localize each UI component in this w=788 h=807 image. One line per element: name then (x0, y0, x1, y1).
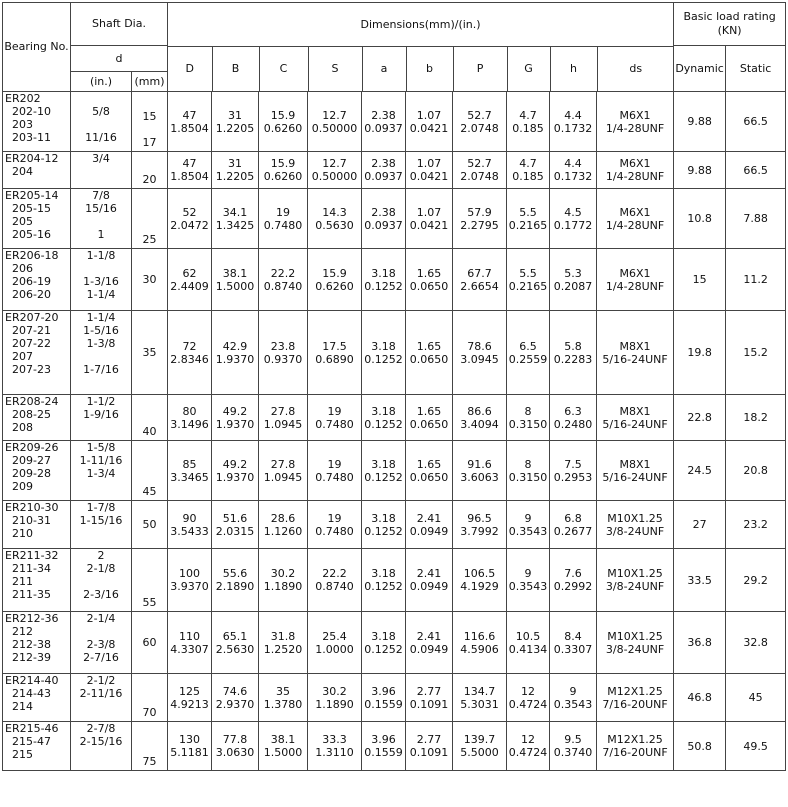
dim-s-cell: 19 0.7480 (308, 441, 362, 501)
dim-h-cell: 9 0.3543 (550, 674, 597, 722)
col-header-g: G (507, 47, 550, 91)
dim-b-cell: 38.1 1.5000 (212, 249, 259, 311)
dim-ds-cell: M6X1 1/4-28UNF (597, 249, 674, 311)
dim-s-cell: 12.7 0.50000 (308, 152, 362, 189)
dim-d-cell: 52 2.0472 (168, 189, 212, 249)
dim-a-cell: 3.96 0.1559 (362, 722, 406, 771)
dim-b-cell: 31 1.2205 (212, 152, 259, 189)
dim-b-cell: 31 1.2205 (212, 92, 259, 152)
dim-g-cell: 10.5 0.4134 (507, 612, 550, 674)
dim-ds-cell: M12X1.25 7/16-20UNF (597, 674, 674, 722)
dynamic-load-cell: 10.8 (674, 189, 726, 249)
dim-h-cell: 6.3 0.2480 (550, 395, 597, 441)
dim-a-cell: 3.96 0.1559 (362, 674, 406, 722)
bearing-number-cell: ER206-18 206 206-19 206-20 (3, 249, 71, 311)
shaft-dia-header: Shaft Dia. (71, 3, 168, 46)
shaft-inch-cell: 1-1/4 1-5/16 1-3/8 1-7/16 (71, 311, 132, 395)
dim-p-cell: 67.7 2.6654 (453, 249, 507, 311)
dynamic-load-cell: 9.88 (674, 92, 726, 152)
static-load-cell: 11.2 (726, 249, 786, 311)
dim-ds-cell: M12X1.25 7/16-20UNF (597, 722, 674, 771)
dim-d-cell: 130 5.1181 (168, 722, 212, 771)
table-row (3, 501, 786, 549)
dim-ds-cell: M6X1 1/4-28UNF (597, 189, 674, 249)
dim-g-cell: 5.5 0.2165 (507, 249, 550, 311)
table-row (3, 674, 786, 722)
dim-h-cell: 6.8 0.2677 (550, 501, 597, 549)
dim-b-cell: 2.41 0.0949 (406, 549, 453, 612)
dim-b-cell: 55.6 2.1890 (212, 549, 259, 612)
static-load-cell: 32.8 (726, 612, 786, 674)
dim-a-cell: 3.18 0.1252 (362, 612, 406, 674)
d-header: d (71, 46, 168, 72)
dim-b-cell: 77.8 3.0630 (212, 722, 259, 771)
bearing-spec-table (2, 2, 786, 771)
dim-s-cell: 17.5 0.6890 (308, 311, 362, 395)
dim-h-cell: 9.5 0.3740 (550, 722, 597, 771)
dim-b-cell: 1.65 0.0650 (406, 249, 453, 311)
dim-h-cell: 5.8 0.2283 (550, 311, 597, 395)
bearing-number-cell: ER210-30 210-31 210 (3, 501, 71, 549)
inch-header: (in.) (71, 72, 132, 92)
dim-h-cell: 4.4 0.1732 (550, 152, 597, 189)
dim-b-cell: 49.2 1.9370 (212, 395, 259, 441)
shaft-inch-cell: 1-5/8 1-11/16 1-3/4 (71, 441, 132, 501)
dim-h-cell: 4.4 0.1732 (550, 92, 597, 152)
dim-a-cell: 2.38 0.0937 (362, 189, 406, 249)
dim-d-cell: 90 3.5433 (168, 501, 212, 549)
dim-p-cell: 52.7 2.0748 (453, 92, 507, 152)
dim-b-cell: 2.77 0.1091 (406, 722, 453, 771)
static-load-cell: 66.5 (726, 152, 786, 189)
dim-c-cell: 15.9 0.6260 (259, 152, 308, 189)
shaft-mm-cell: 75 (132, 722, 168, 771)
dim-s-cell: 12.7 0.50000 (308, 92, 362, 152)
shaft-mm-cell: 20 (132, 152, 168, 189)
dynamic-load-cell: 9.88 (674, 152, 726, 189)
shaft-inch-cell: 2 2-1/8 2-3/16 (71, 549, 132, 612)
dim-g-cell: 6.5 0.2559 (507, 311, 550, 395)
dim-s-cell: 30.2 1.1890 (308, 674, 362, 722)
dim-b-cell: 1.07 0.0421 (406, 92, 453, 152)
dynamic-header: Dynamic (674, 46, 726, 92)
bearing-number-cell: ER211-32 211-34 211 211-35 (3, 549, 71, 612)
dim-c-cell: 23.8 0.9370 (259, 311, 308, 395)
dim-ds-cell: M6X1 1/4-28UNF (597, 92, 674, 152)
shaft-inch-cell: 1-7/8 1-15/16 (71, 501, 132, 549)
dim-c-cell: 30.2 1.1890 (259, 549, 308, 612)
dim-g-cell: 8 0.3150 (507, 441, 550, 501)
dim-s-cell: 19 0.7480 (308, 501, 362, 549)
table-row (3, 722, 786, 771)
shaft-mm-cell: 40 (132, 395, 168, 441)
dynamic-load-cell: 33.5 (674, 549, 726, 612)
table-row (3, 189, 786, 249)
dim-c-cell: 31.8 1.2520 (259, 612, 308, 674)
static-load-cell: 45 (726, 674, 786, 722)
dim-ds-cell: M10X1.25 3/8-24UNF (597, 612, 674, 674)
dim-h-cell: 7.5 0.2953 (550, 441, 597, 501)
dim-b-cell: 51.6 2.0315 (212, 501, 259, 549)
dim-a-cell: 3.18 0.1252 (362, 549, 406, 612)
col-header-ds: ds (597, 47, 674, 91)
static-load-cell: 23.2 (726, 501, 786, 549)
shaft-inch-cell: 3/4 (71, 152, 132, 189)
shaft-mm-cell: 50 (132, 501, 168, 549)
dim-c-cell: 35 1.3780 (259, 674, 308, 722)
static-load-cell: 49.5 (726, 722, 786, 771)
dim-c-cell: 15.9 0.6260 (259, 92, 308, 152)
shaft-mm-cell: 15 17 (132, 92, 168, 152)
dim-b-cell: 2.41 0.0949 (406, 612, 453, 674)
shaft-mm-cell: 55 (132, 549, 168, 612)
col-header-d: D (185, 62, 194, 75)
static-load-cell: 18.2 (726, 395, 786, 441)
dynamic-load-cell: 27 (674, 501, 726, 549)
shaft-mm-cell: 25 (132, 189, 168, 249)
dim-p-cell: 106.5 4.1929 (453, 549, 507, 612)
table-row (3, 249, 786, 311)
bearing-number-cell: ER212-36 212 212-38 212-39 (3, 612, 71, 674)
dim-d-cell: 62 2.4409 (168, 249, 212, 311)
dim-c-cell: 19 0.7480 (259, 189, 308, 249)
dimensions-header (168, 3, 674, 92)
col-header-p: P (453, 47, 507, 91)
dim-ds-cell: M10X1.25 3/8-24UNF (597, 501, 674, 549)
static-load-cell: 66.5 (726, 92, 786, 152)
dim-d-cell: 47 1.8504 (168, 92, 212, 152)
dim-c-cell: 27.8 1.0945 (259, 441, 308, 501)
dynamic-load-cell: 36.8 (674, 612, 726, 674)
dim-d-cell: 125 4.9213 (168, 674, 212, 722)
col-header-c: C (259, 47, 308, 91)
mm-header: (mm) (132, 72, 168, 92)
dynamic-load-cell: 19.8 (674, 311, 726, 395)
static-header: Static (726, 46, 786, 92)
table-row (3, 311, 786, 395)
col-header-h: h (550, 47, 597, 91)
basic-load-header: Basic load rating (KN) (674, 3, 786, 46)
dim-c-cell: 27.8 1.0945 (259, 395, 308, 441)
bearing-number-cell: ER214-40 214-43 214 (3, 674, 71, 722)
dim-ds-cell: M6X1 1/4-28UNF (597, 152, 674, 189)
table-row (3, 612, 786, 674)
bearing-number-cell: ER207-20 207-21 207-22 207 207-23 (3, 311, 71, 395)
dim-d-cell: 80 3.1496 (168, 395, 212, 441)
dim-h-cell: 4.5 0.1772 (550, 189, 597, 249)
dim-ds-cell: M8X1 5/16-24UNF (597, 311, 674, 395)
dim-g-cell: 8 0.3150 (507, 395, 550, 441)
dim-b-cell: 34.1 1.3425 (212, 189, 259, 249)
dim-c-cell: 38.1 1.5000 (259, 722, 308, 771)
bearing-number-cell: ER208-24 208-25 208 (3, 395, 71, 441)
table-row (3, 549, 786, 612)
dynamic-load-cell: 46.8 (674, 674, 726, 722)
bearing-number-cell: ER205-14 205-15 205 205-16 (3, 189, 71, 249)
dim-b-cell: 1.65 0.0650 (406, 395, 453, 441)
dim-p-cell: 52.7 2.0748 (453, 152, 507, 189)
shaft-mm-cell: 45 (132, 441, 168, 501)
dim-h-cell: 7.6 0.2992 (550, 549, 597, 612)
dim-p-cell: 78.6 3.0945 (453, 311, 507, 395)
dim-b-cell: 49.2 1.9370 (212, 441, 259, 501)
shaft-inch-cell: 2-7/8 2-15/16 (71, 722, 132, 771)
dim-d-cell: 110 4.3307 (168, 612, 212, 674)
dim-g-cell: 12 0.4724 (507, 674, 550, 722)
dim-b-cell: 74.6 2.9370 (212, 674, 259, 722)
bearing-number-cell: ER202 202-10 203 203-11 (3, 92, 71, 152)
dim-p-cell: 96.5 3.7992 (453, 501, 507, 549)
dim-c-cell: 28.6 1.1260 (259, 501, 308, 549)
shaft-inch-cell: 2-1/2 2-11/16 (71, 674, 132, 722)
dim-b-cell: 1.07 0.0421 (406, 152, 453, 189)
dim-b-cell: 2.77 0.1091 (406, 674, 453, 722)
dim-g-cell: 4.7 0.185 (507, 152, 550, 189)
shaft-inch-cell: 1-1/2 1-9/16 (71, 395, 132, 441)
col-header-s: S (308, 47, 362, 91)
shaft-inch-cell: 1-1/8 1-3/16 1-1/4 (71, 249, 132, 311)
dynamic-load-cell: 22.8 (674, 395, 726, 441)
table-row (3, 92, 786, 152)
col-header-b: B (212, 47, 259, 91)
dim-c-cell: 22.2 0.8740 (259, 249, 308, 311)
dim-a-cell: 3.18 0.1252 (362, 441, 406, 501)
table-row (3, 152, 786, 189)
dim-p-cell: 139.7 5.5000 (453, 722, 507, 771)
dim-s-cell: 33.3 1.3110 (308, 722, 362, 771)
dim-b-cell: 65.1 2.5630 (212, 612, 259, 674)
dim-a-cell: 3.18 0.1252 (362, 395, 406, 441)
dim-g-cell: 5.5 0.2165 (507, 189, 550, 249)
dim-ds-cell: M8X1 5/16-24UNF (597, 395, 674, 441)
dim-a-cell: 3.18 0.1252 (362, 501, 406, 549)
static-load-cell: 20.8 (726, 441, 786, 501)
dim-g-cell: 12 0.4724 (507, 722, 550, 771)
dim-b-cell: 1.65 0.0650 (406, 311, 453, 395)
dim-a-cell: 3.18 0.1252 (362, 249, 406, 311)
dim-b-cell: 1.07 0.0421 (406, 189, 453, 249)
dim-h-cell: 8.4 0.3307 (550, 612, 597, 674)
static-load-cell: 29.2 (726, 549, 786, 612)
table-row (3, 441, 786, 501)
dim-p-cell: 86.6 3.4094 (453, 395, 507, 441)
table-row (3, 395, 786, 441)
dim-p-cell: 134.7 5.3031 (453, 674, 507, 722)
shaft-inch-cell: 2-1/4 2-3/8 2-7/16 (71, 612, 132, 674)
dim-h-cell: 5.3 0.2087 (550, 249, 597, 311)
dim-b-cell: 1.65 0.0650 (406, 441, 453, 501)
bearing-number-cell: ER204-12 204 (3, 152, 71, 189)
dim-b-cell: 42.9 1.9370 (212, 311, 259, 395)
dim-a-cell: 2.38 0.0937 (362, 152, 406, 189)
shaft-mm-cell: 70 (132, 674, 168, 722)
dimensions-title: Dimensions(mm)/(in.) (168, 3, 673, 47)
shaft-mm-cell: 30 (132, 249, 168, 311)
col-header-a: a (362, 47, 406, 91)
dim-d-cell: 100 3.9370 (168, 549, 212, 612)
shaft-inch-cell: 7/8 15/16 1 (71, 189, 132, 249)
bearing-no-header: Bearing No. (3, 3, 71, 92)
shaft-mm-cell: 60 (132, 612, 168, 674)
static-load-cell: 15.2 (726, 311, 786, 395)
dim-d-cell: 72 2.8346 (168, 311, 212, 395)
dim-ds-cell: M8X1 5/16-24UNF (597, 441, 674, 501)
dim-g-cell: 9 0.3543 (507, 549, 550, 612)
dim-b-cell: 2.41 0.0949 (406, 501, 453, 549)
dim-s-cell: 25.4 1.0000 (308, 612, 362, 674)
bearing-number-cell: ER215-46 215-47 215 (3, 722, 71, 771)
dim-ds-cell: M10X1.25 3/8-24UNF (597, 549, 674, 612)
dim-p-cell: 57.9 2.2795 (453, 189, 507, 249)
dim-g-cell: 9 0.3543 (507, 501, 550, 549)
dim-d-cell: 85 3.3465 (168, 441, 212, 501)
dim-s-cell: 19 0.7480 (308, 395, 362, 441)
dim-a-cell: 2.38 0.0937 (362, 92, 406, 152)
dim-a-cell: 3.18 0.1252 (362, 311, 406, 395)
col-header-b: b (406, 47, 453, 91)
dynamic-load-cell: 15 (674, 249, 726, 311)
dim-s-cell: 22.2 0.8740 (308, 549, 362, 612)
bearing-number-cell: ER209-26 209-27 209-28 209 (3, 441, 71, 501)
dynamic-load-cell: 50.8 (674, 722, 726, 771)
static-load-cell: 7.88 (726, 189, 786, 249)
dim-s-cell: 15.9 0.6260 (308, 249, 362, 311)
dim-s-cell: 14.3 0.5630 (308, 189, 362, 249)
dim-g-cell: 4.7 0.185 (507, 92, 550, 152)
dim-d-cell: 47 1.8504 (168, 152, 212, 189)
shaft-inch-cell: 5/8 11/16 (71, 92, 132, 152)
dimension-column-heads (168, 47, 674, 91)
dynamic-load-cell: 24.5 (674, 441, 726, 501)
shaft-mm-cell: 35 (132, 311, 168, 395)
dim-p-cell: 91.6 3.6063 (453, 441, 507, 501)
dim-p-cell: 116.6 4.5906 (453, 612, 507, 674)
